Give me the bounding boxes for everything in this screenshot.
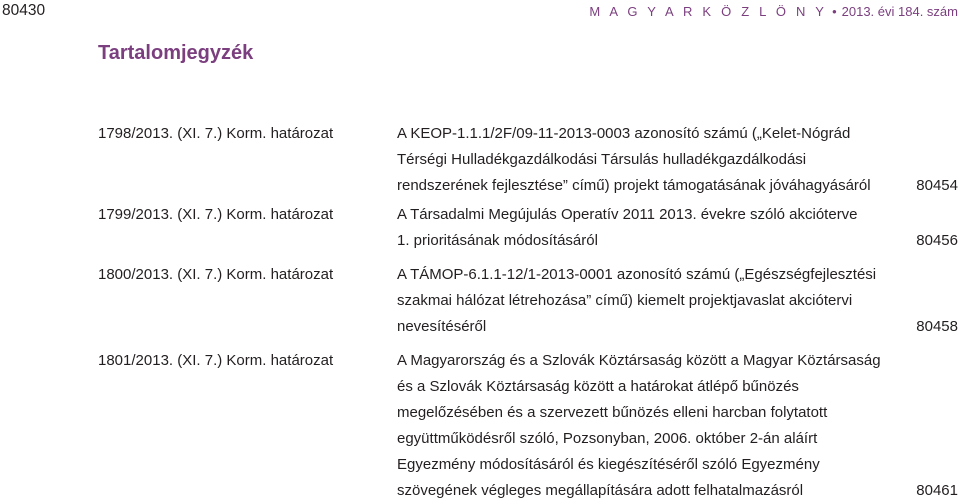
resolution-reference[interactable]: 1798/2013. (XI. 7.) Korm. határozat (98, 125, 334, 142)
description-line: A TÁMOP-6.1.1-12/1-2013-0001 azonosító számú („Egészségfejlesztési (397, 266, 877, 283)
resolution-reference[interactable]: 1800/2013. (XI. 7.) Korm. határozat (98, 266, 334, 283)
entry-page-number[interactable]: 80454 (916, 177, 958, 194)
description-line: megelőzésében és a szervezett bűnözés elleni harcban folytatott (397, 404, 828, 421)
bullet-separator: • (832, 4, 837, 19)
entry-description (397, 202, 877, 254)
description-line: együttműködésről szóló, Pozsonyban, 2006. október 2-án aláírt (397, 430, 818, 447)
entry-page-number[interactable]: 80458 (916, 318, 958, 335)
description-line: nevesítéséről (397, 318, 487, 335)
resolution-reference[interactable]: 1799/2013. (XI. 7.) Korm. határozat (98, 206, 334, 223)
journal-title (589, 4, 958, 19)
description-line: A Társadalmi Megújulás Operatív 2011 2013. évekre szóló akcióterve (397, 206, 858, 223)
journal-name: M A G Y A R K Ö Z L Ö N Y (589, 4, 828, 19)
description-line: Egyezmény módosításáról és kiegészítéséről szóló Egyezmény (397, 456, 820, 473)
description-line: rendszerének fejlesztése” című) projekt támogatásának jóváhagyásáról (397, 177, 871, 194)
entry-description (397, 262, 877, 340)
toc-title: Tartalomjegyzék (98, 42, 254, 64)
issue-label: 2013. évi 184. szám (841, 4, 958, 19)
page-header (0, 0, 960, 24)
page-number: 80430 (2, 2, 46, 19)
entry-page-number[interactable]: 80461 (916, 482, 958, 499)
description-line: 1. prioritásának módosításáról (397, 232, 598, 249)
description-line: Térségi Hulladékgazdálkodási Társulás hulladékgazdálkodási (397, 151, 807, 168)
description-line: szövegének végleges megállapítására adott felhatalmazásról (397, 482, 804, 499)
description-line: szakmai hálózat létrehozása” című) kiemelt projektjavaslat akciótervi (397, 292, 853, 309)
description-line: A KEOP-1.1.1/2F/09-11-2013-0003 azonosító számú („Kelet-Nógrád (397, 125, 851, 142)
description-line: és a Szlovák Köztársaság között a határokat átlépő bűnözés (397, 378, 799, 395)
entry-description (397, 121, 877, 199)
description-line: A Magyarország és a Szlovák Köztársaság között a Magyar Köztársaság (397, 352, 881, 369)
entry-description (397, 348, 881, 504)
resolution-reference[interactable]: 1801/2013. (XI. 7.) Korm. határozat (98, 352, 334, 369)
entry-page-number[interactable]: 80456 (916, 232, 958, 249)
